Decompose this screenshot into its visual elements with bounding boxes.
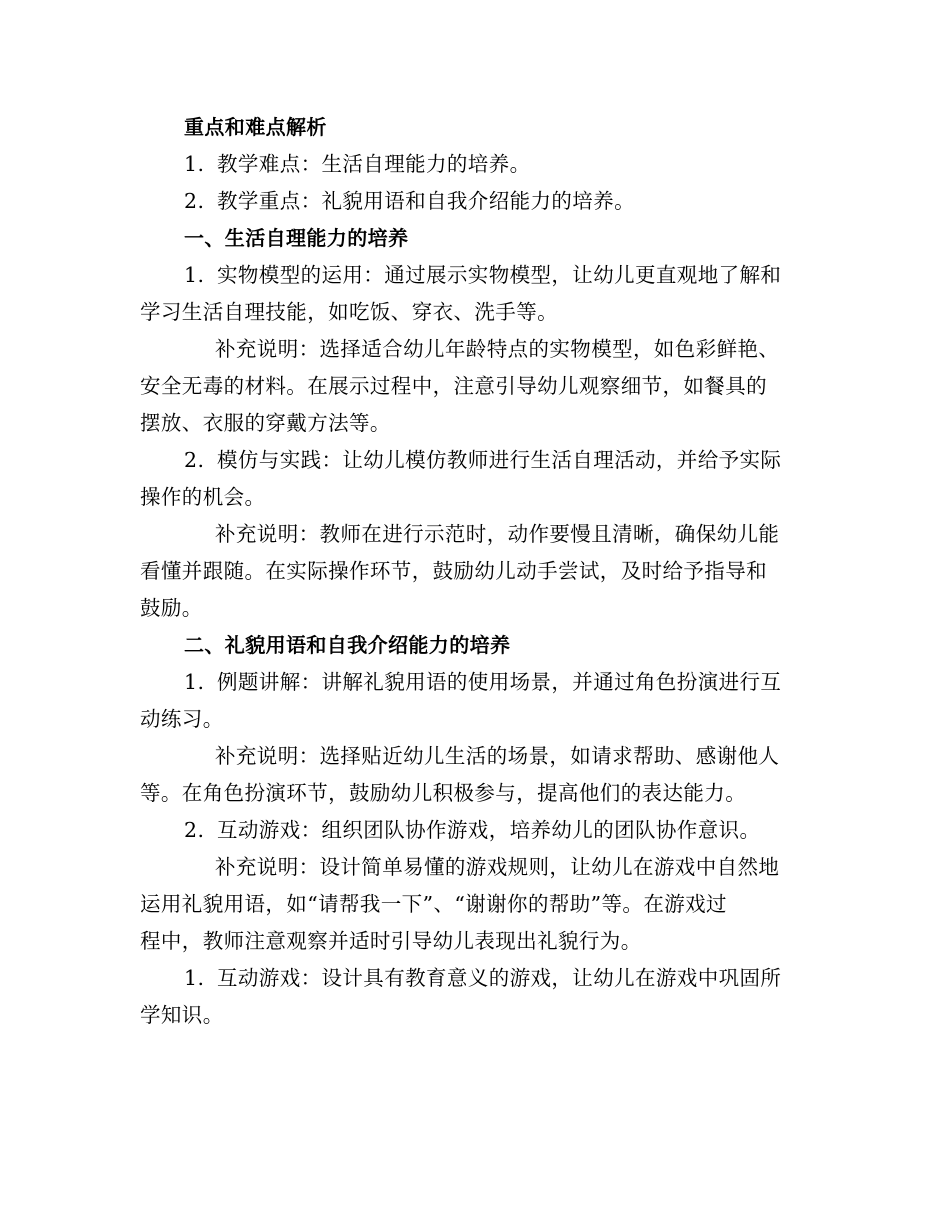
- section-1-item-1-number: 1.: [184, 263, 205, 287]
- section-2-note-2-line-1: 补充说明：设计简单易懂的游戏规则，让幼儿在游戏中自然地: [215, 855, 780, 879]
- section-2-item-1: [140, 664, 804, 701]
- section-1-item-2-text: 模仿与实践：让幼儿模仿教师进行生活自理活动，并给予实际: [217, 448, 782, 472]
- section-1-note-2-line-2: 看懂并跟随。在实际操作环节，鼓励幼儿动手尝试，及时给予指导和: [140, 559, 767, 583]
- section-1-item-2-cont: 操作的机会。: [140, 485, 266, 509]
- intro-item-1-number: 1.: [184, 152, 205, 176]
- section-2-item-3-text: 互动游戏：设计具有教育意义的游戏，让幼儿在游戏中巩固所: [217, 966, 782, 990]
- intro-item-2-text: 教学重点：礼貌用语和自我介绍能力的培养。: [217, 189, 635, 213]
- section-2-item-1-number: 1.: [184, 670, 205, 694]
- section-2-item-1-cont: 动练习。: [140, 707, 224, 731]
- section-1-item-1-text: 实物模型的运用：通过展示实物模型，让幼儿更直观地了解和: [217, 263, 782, 287]
- section-2-item-2-text: 互动游戏：组织团队协作游戏，培养幼儿的团队协作意识。: [217, 818, 761, 842]
- intro-item-2-number: 2.: [184, 189, 205, 213]
- section-2-note-2-line-3: 程中，教师注意观察并适时引导幼儿表现出礼貌行为。: [140, 929, 642, 953]
- section-2-item-3: [140, 960, 804, 997]
- section-2-note-1-line-2: 等。在角色扮演环节，鼓励幼儿积极参与，提高他们的表达能力。: [140, 781, 747, 805]
- section-1-note-1-line-1: 补充说明：选择适合幼儿年龄特点的实物模型，如色彩鲜艳、: [215, 337, 780, 361]
- section-1-item-2: [140, 442, 804, 479]
- main-heading: 重点和难点解析: [184, 115, 327, 139]
- section-2-note-2-line-2: 运用礼貌用语，如“请帮我一下”、“谢谢你的帮助”等。在游戏过: [140, 892, 727, 916]
- section-2-title: 二、礼貌用语和自我介绍能力的培养: [184, 633, 511, 657]
- section-2-item-3-number: 1.: [184, 966, 205, 990]
- section-1-title: 一、生活自理能力的培养: [184, 226, 409, 250]
- intro-item-1-text: 教学难点：生活自理能力的培养。: [217, 152, 531, 176]
- intro-item-1: [140, 146, 804, 183]
- section-1-note-1-line-2: 安全无毒的材料。在展示过程中，注意引导幼儿观察细节，如餐具的: [140, 374, 767, 398]
- section-2-note-1-line-1: 补充说明：选择贴近幼儿生活的场景，如请求帮助、感谢他人: [215, 744, 780, 768]
- section-2-item-2: [140, 812, 804, 849]
- section-1-item-1: [140, 257, 804, 294]
- section-2-item-1-text: 例题讲解：讲解礼貌用语的使用场景，并通过角色扮演进行互: [217, 670, 782, 694]
- section-1-note-2-line-3: 鼓励。: [140, 596, 203, 620]
- intro-item-2: [140, 183, 804, 220]
- section-2-item-2-number: 2.: [184, 818, 205, 842]
- document-body: [140, 109, 804, 1034]
- section-1-note-2-line-1: 补充说明：教师在进行示范时，动作要慢且清晰，确保幼儿能: [215, 522, 780, 546]
- section-1-item-2-number: 2.: [184, 448, 205, 472]
- section-1-item-1-cont: 学习生活自理技能，如吃饭、穿衣、洗手等。: [140, 300, 558, 324]
- section-1-note-1-line-3: 摆放、衣服的穿戴方法等。: [140, 411, 391, 435]
- section-2-item-3-cont: 学知识。: [140, 1003, 224, 1027]
